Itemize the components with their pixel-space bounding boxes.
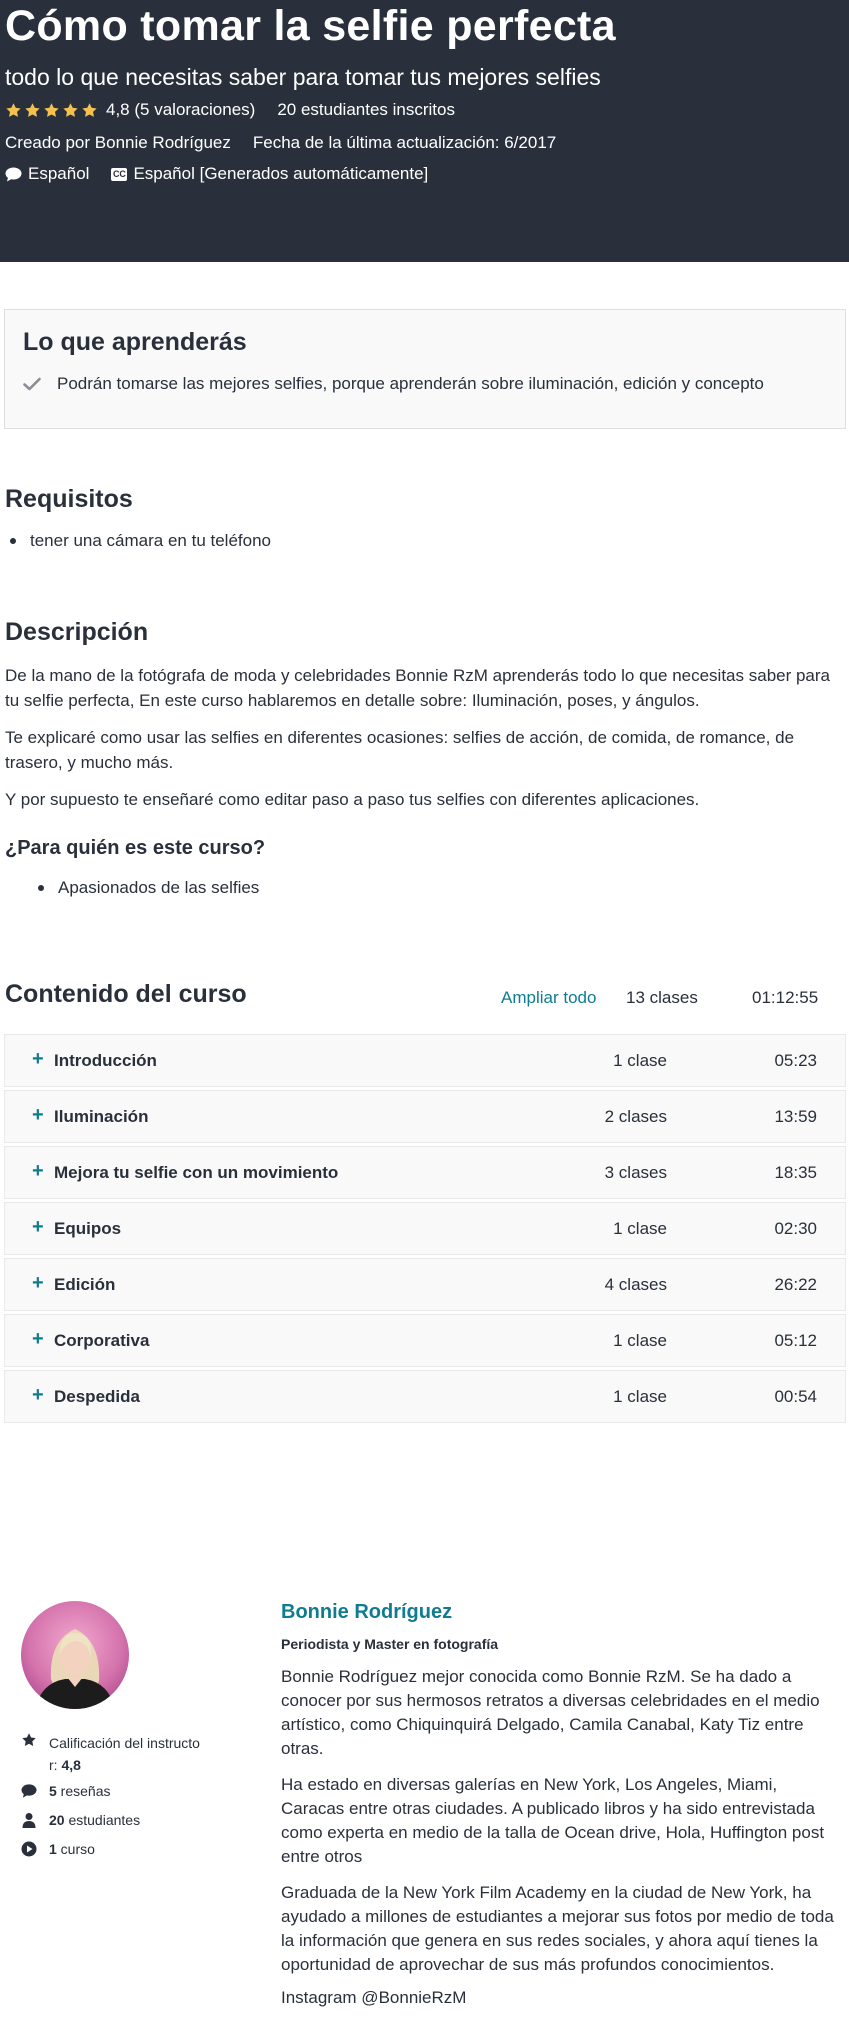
students-count: 20 (49, 1812, 65, 1828)
learn-item (23, 374, 764, 394)
section-duration: 02:30 (774, 1219, 817, 1238)
expand-all-link[interactable]: Ampliar todo (501, 988, 597, 1007)
instructor-rating-value: 4,8 (61, 1757, 81, 1773)
section-duration: 26:22 (774, 1275, 817, 1294)
curriculum-section[interactable] (4, 1090, 846, 1143)
bullet (38, 885, 44, 891)
user-icon (21, 1812, 37, 1828)
course-header (0, 0, 849, 262)
section-duration: 13:59 (774, 1107, 817, 1126)
plus-icon: + (32, 1384, 44, 1406)
meta-row (5, 133, 556, 153)
play-circle-icon (21, 1841, 37, 1857)
star-icon (24, 102, 41, 119)
instructor-avatar[interactable] (21, 1601, 129, 1709)
instructor-reviews (21, 1783, 111, 1799)
section-title: Mejora tu selfie con un movimiento (54, 1163, 339, 1182)
reviews-count: 5 (49, 1783, 57, 1799)
section-duration: 18:35 (774, 1163, 817, 1182)
instructor-rating-label-cont: r: (49, 1757, 62, 1773)
star-icon (21, 1732, 37, 1748)
last-updated: Fecha de la última actualización: 6/2017 (252, 133, 557, 152)
plus-icon: + (32, 1160, 44, 1182)
section-duration: 05:12 (774, 1331, 817, 1350)
plus-icon: + (32, 1216, 44, 1238)
instructor-rating-label: Calificación del instructo (49, 1735, 200, 1751)
instructor-instagram: Instagram @BonnieRzM (281, 1988, 467, 2007)
star-icon (81, 102, 98, 119)
star-icon (5, 102, 22, 119)
star-icon (43, 102, 60, 119)
section-title: Equipos (54, 1219, 122, 1238)
curriculum-section[interactable] (4, 1314, 846, 1367)
course-captions: Español [Generados automáticamente] (133, 164, 429, 183)
instructor-bio-paragraph: Bonnie Rodríguez mejor conocida como Bonnie RzM. Se ha dado a conocer por sus hermosos retratos a diversas celebridades en el medio artístico, como Chiquinquirá Delgado, Camila Canabal, Katy Tiz entre otras. (281, 1667, 820, 1758)
plus-icon: + (32, 1272, 44, 1294)
section-title: Corporativa (54, 1331, 150, 1350)
instructor-bio-paragraph: Ha estado en diversas galerías en New York, Los Angeles, Miami, Caracas entre otras ciudades. A publicado libros y ha sido entrevistada como experta en medio de la talla de Ocean drive, Hola, Huffington post entre otros (281, 1775, 825, 1866)
description-paragraph: Te explicaré como usar las selfies en diferentes ocasiones: selfies de acción, de comida, de romance, de trasero, y mucho más. (5, 728, 795, 772)
requirement-item (10, 531, 271, 551)
requirements-heading: Requisitos (5, 485, 133, 513)
total-lectures: 13 clases (626, 988, 698, 1007)
curriculum-section[interactable] (4, 1034, 846, 1087)
curriculum-section[interactable] (4, 1202, 846, 1255)
total-duration: 01:12:55 (752, 988, 819, 1007)
section-title: Introducción (54, 1051, 157, 1070)
curriculum-section[interactable] (4, 1370, 846, 1423)
instructor-role: Periodista y Master en fotografía (281, 1636, 499, 1652)
audience-heading: ¿Para quién es este curso? (5, 837, 266, 859)
rating-stars (5, 102, 98, 119)
section-lecture-count: 1 clase (613, 1387, 667, 1406)
description-heading: Descripción (5, 618, 149, 646)
speech-bubble-icon (21, 1783, 37, 1799)
description-paragraph: De la mano de la fotógrafa de moda y celebridades Bonnie RzM aprenderás todo lo que necesitas saber para tu selfie perfecta, En este curso hablaremos en detalle sobre: Iluminación, poses, y ángulos. (5, 666, 831, 710)
curriculum-list (4, 1034, 846, 1426)
reviews-label: reseñas (56, 1783, 111, 1799)
enrolled-students: 20 estudiantes inscritos (277, 100, 455, 119)
course-title: Cómo tomar la selfie perfecta (5, 2, 616, 50)
course-language: Español (28, 164, 90, 183)
ratings-count[interactable]: (5 valoraciones) (134, 100, 256, 119)
learn-heading: Lo que aprenderás (23, 328, 247, 356)
instructor-courses (21, 1841, 95, 1857)
curriculum-section[interactable] (4, 1146, 846, 1199)
students-label: estudiantes (64, 1812, 141, 1828)
instructor-name[interactable]: Bonnie Rodríguez (281, 1601, 453, 1623)
instructor-rating (21, 1732, 200, 1776)
courses-count: 1 (49, 1841, 57, 1857)
star-icon (62, 102, 79, 119)
section-lecture-count: 3 clases (604, 1163, 667, 1182)
section-lecture-count: 1 clase (613, 1219, 667, 1238)
rating-value: 4,8 (106, 100, 130, 119)
section-lecture-count: 1 clase (613, 1331, 667, 1350)
course-content-heading: Contenido del curso (5, 980, 247, 1008)
section-title: Iluminación (54, 1107, 149, 1126)
learn-item-text: Podrán tomarse las mejores selfies, porque aprenderán sobre iluminación, edición y concepto (57, 374, 764, 393)
courses-label: curso (56, 1841, 95, 1857)
speech-bubble-icon (5, 167, 22, 182)
course-subtitle: todo lo que necesitas saber para tomar tus mejores selfies (5, 64, 601, 90)
curriculum-section[interactable] (4, 1258, 846, 1311)
audience-text: Apasionados de las selfies (58, 878, 260, 897)
section-title: Despedida (54, 1387, 140, 1406)
plus-icon: + (32, 1048, 44, 1070)
language-row (5, 164, 428, 184)
closed-captions-icon: CC (112, 169, 126, 179)
section-lecture-count: 1 clase (613, 1051, 667, 1070)
bullet (10, 538, 16, 544)
plus-icon: + (32, 1104, 44, 1126)
check-icon (23, 377, 41, 391)
instructor-bio-paragraph: Graduada de la New York Film Academy en la ciudad de New York, ha ayudado a millones de estudiantes a mejorar sus fotos por medio de toda la información que genera en sus redes sociales, y ahora aquí tienes la oportunidad de aprovechar de sus más profundos conocimientos. (281, 1883, 834, 1974)
what-you-will-learn-box (4, 309, 846, 429)
rating-row (5, 100, 455, 120)
description-paragraph: Y por supuesto te enseñaré como editar paso a paso tus selfies con diferentes aplicaciones. (5, 790, 700, 809)
section-lecture-count: 2 clases (604, 1107, 667, 1126)
section-duration: 05:23 (774, 1051, 817, 1070)
plus-icon: + (32, 1328, 44, 1350)
instructor-students (21, 1812, 140, 1828)
section-duration: 00:54 (774, 1387, 817, 1406)
requirement-text: tener una cámara en tu teléfono (30, 531, 271, 550)
created-by[interactable]: Creado por Bonnie Rodríguez (5, 133, 231, 152)
audience-item (38, 878, 259, 898)
section-title: Edición (54, 1275, 116, 1294)
section-lecture-count: 4 clases (604, 1275, 667, 1294)
